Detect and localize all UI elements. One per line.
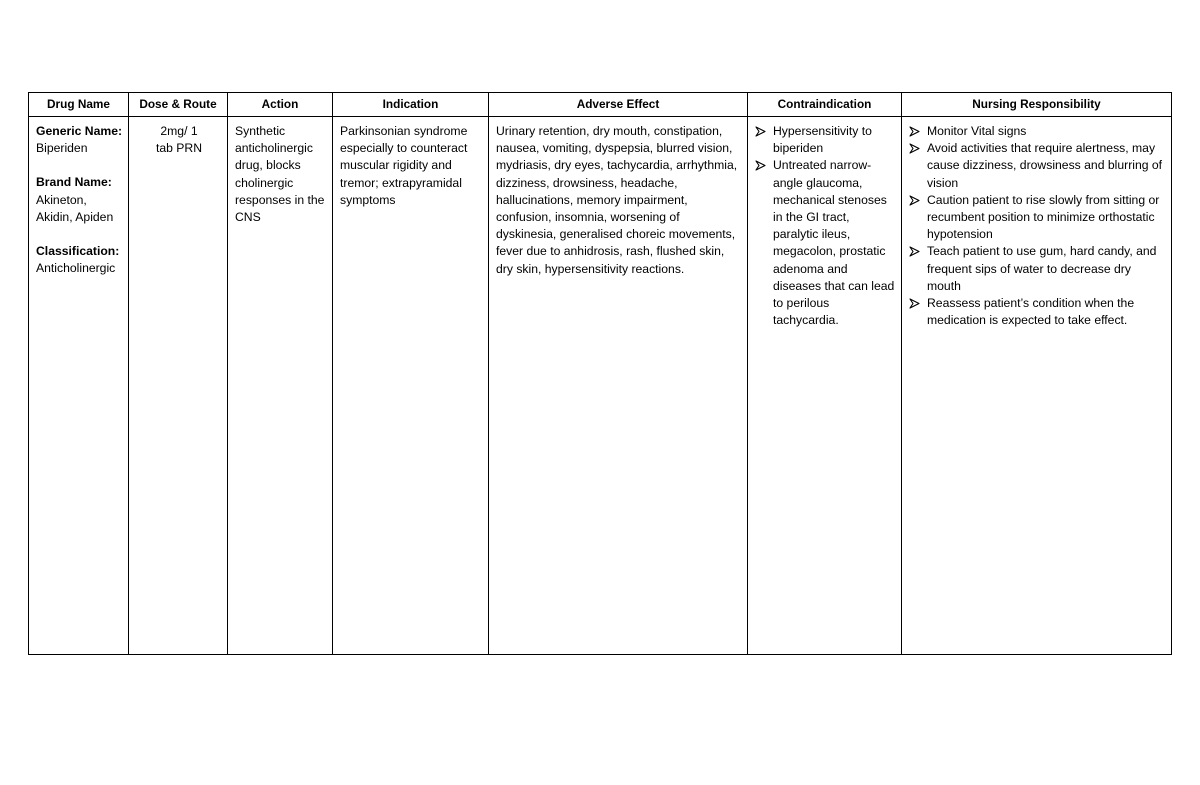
list-item: Reassess patient’s condition when the medication is expected to take effect. xyxy=(909,295,1166,329)
header-indication: Indication xyxy=(333,93,489,117)
dose-line-2: tab PRN xyxy=(155,141,203,156)
dose-line-1: 2mg/ 1 xyxy=(160,124,198,138)
arrow-bullet-icon xyxy=(755,160,766,171)
action-cell: Synthetic anticholinergic drug, blocks cholinergic responses in the CNS xyxy=(228,117,333,655)
brand-name-label: Brand Name: xyxy=(36,175,112,190)
dose-route-cell xyxy=(129,117,228,655)
arrow-bullet-icon xyxy=(909,246,920,257)
header-contraindication: Contraindication xyxy=(748,93,902,117)
list-item: Avoid activities that require alertness, may cause dizziness, drowsiness and blurring of vision xyxy=(909,140,1166,192)
adverse-effect-cell: Urinary retention, dry mouth, constipation, nausea, vomiting, dyspepsia, blurred vision, mydriasis, dry eyes, tachycardia, arrhythmia, dizziness, drowsiness, headache, hallucinations, memory impairment, confusion, insomnia, worsening of dyskinesia, generalised choreic movements, fever due to anhidrosis, rash, flushed skin, dry skin, hypersensitivity reactions. xyxy=(489,117,748,655)
header-nursing-responsibility: Nursing Responsibility xyxy=(902,93,1172,117)
table-header-row xyxy=(29,93,1172,117)
nursing-responsibility-cell xyxy=(902,117,1172,655)
list-item: Caution patient to rise slowly from sitting or recumbent position to minimize orthostatic hypotension xyxy=(909,192,1166,244)
contraindication-list xyxy=(755,123,896,329)
generic-name-value: Biperiden xyxy=(36,141,88,156)
generic-name-label: Generic Name: xyxy=(36,124,123,138)
indication-cell: Parkinsonian syndrome especially to counteract muscular rigidity and tremor; extrapyramidal symptoms xyxy=(333,117,489,655)
header-drug-name: Drug Name xyxy=(29,93,129,117)
nursing-responsibility-list xyxy=(909,123,1166,329)
list-item: Hypersensitivity to biperiden xyxy=(755,123,896,157)
arrow-bullet-icon xyxy=(909,195,920,206)
header-action: Action xyxy=(228,93,333,117)
list-item: Untreated narrow-angle glaucoma, mechanical stenoses in the GI tract, paralytic ileus, megacolon, prostatic adenoma and diseases that can lead to perilous tachycardia. xyxy=(755,157,896,329)
brand-name-value: Akineton, Akidin, Apiden xyxy=(36,192,114,224)
drug-study-table xyxy=(28,92,1172,655)
table-row xyxy=(29,117,1172,655)
drug-name-cell xyxy=(29,117,129,655)
arrow-bullet-icon xyxy=(755,126,766,137)
arrow-bullet-icon xyxy=(909,143,920,154)
header-adverse-effect: Adverse Effect xyxy=(489,93,748,117)
classification-label: Classification: xyxy=(36,244,120,259)
contraindication-cell xyxy=(748,117,902,655)
classification-value: Anticholinergic xyxy=(36,261,116,276)
list-item: Teach patient to use gum, hard candy, and frequent sips of water to decrease dry mouth xyxy=(909,243,1166,295)
arrow-bullet-icon xyxy=(909,298,920,309)
list-item: Monitor Vital signs xyxy=(909,123,1166,140)
arrow-bullet-icon xyxy=(909,126,920,137)
header-dose-route: Dose & Route xyxy=(129,93,228,117)
